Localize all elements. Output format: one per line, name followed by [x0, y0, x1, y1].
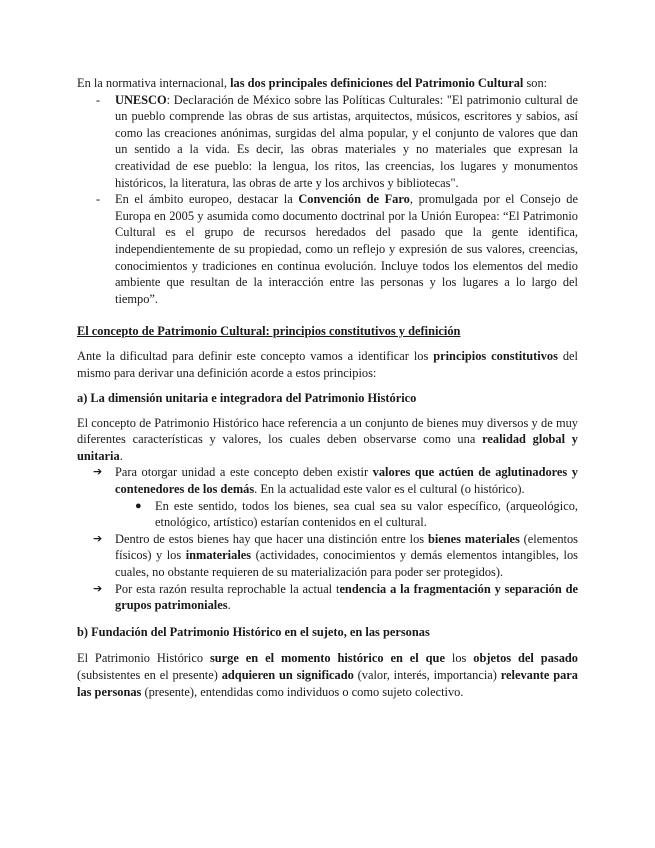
list-item-bold: endencia a la fragmentación y separación de grupos patrimoniales [115, 581, 578, 613]
subsection-b-bold: adquieren un significado [221, 668, 354, 682]
dash-bullet-icon: - [96, 192, 101, 207]
list-item-text-mid: (elementos físicos) y los [115, 531, 578, 563]
subsection-a-text: El concepto de Patrimonio Histórico hace referencia a un conjunto de bienes muy diversos y de muy diferentes características y valores, los cuales deben observarse como una [77, 415, 578, 447]
document-body [77, 75, 578, 700]
section-intro-text-end: del mismo para derivar una definición acorde a estos principios: [77, 348, 578, 380]
arrow-bullet-icon: ➔ [93, 581, 103, 595]
subsection-b-bold: objetos del pasado [473, 651, 578, 666]
list-item-bold: bienes materiales [427, 531, 520, 546]
arrow-bullet-icon: ➔ [93, 531, 103, 545]
list-item-bold: valores que actúen de aglutinadores y contenedores de los demás [115, 465, 578, 497]
intro-text-end: son: [523, 76, 548, 90]
list-item-bold-2: inmateriales [185, 548, 252, 563]
subsection-b-text: (valor, interés, importancia) [353, 668, 501, 682]
list-item-text-end: (actividades, conocimientos y demás elementos intangibles, los cuales, no obstante requieren de su materialización para poder ser protegidos). [115, 548, 578, 580]
list-item-text: Dentro de estos bienes hay que hacer una distinción entre los [115, 531, 428, 546]
intro-paragraph [77, 75, 578, 92]
definition-unesco-text: : Declaración de México sobre las Políticas Culturales: "El patrimonio cultural de un pueblo comprende las obras de sus artistas, arquitectos, músicos, escritores y sabios, así como las creaciones anónimas, surgidas del alma popular, y el conjunto de valores que dan un sentido a la vida. Es decir, las obras materiales y no materiales que expresan la creatividad de ese pueblo: la lengua, los ritos, las creencias, los lugares y monumentos históricos, la literatura, las obras de arte y los archivos y bibliotecas". [115, 92, 578, 190]
dash-bullet-icon: - [96, 92, 101, 107]
section-intro-text: Ante la dificultad para definir este concepto vamos a identificar los [77, 348, 434, 363]
definition-unesco [77, 92, 578, 192]
subsection-a-heading: a) La dimensión unitaria e integradora del Patrimonio Histórico [77, 391, 417, 406]
list-item [77, 531, 578, 581]
subsection-a-text-end: . [119, 448, 123, 463]
subsection-b-text: (subsistentes en el presente) [77, 668, 222, 682]
intro-bold: las dos principales definiciones del Patrimonio Cultural [230, 76, 524, 90]
subsection-b-text: El Patrimonio Histórico [77, 651, 210, 666]
subsection-b-heading: b) Fundación del Patrimonio Histórico en el sujeto, en las personas [77, 624, 430, 639]
definition-faro-title: Convención de Faro [298, 192, 410, 207]
intro-text: En la normativa internacional, [77, 76, 231, 90]
list-item [77, 581, 578, 614]
list-item-text: Para otorgar unidad a este concepto deben existir [115, 465, 373, 480]
list-item-text: Por esta razón resulta reprochable la actual t [115, 581, 340, 596]
section-intro [77, 348, 578, 381]
definition-unesco-title: UNESCO [115, 92, 167, 107]
section-intro-bold: principios constitutivos [433, 348, 558, 363]
subsection-b-text: los [444, 651, 474, 666]
subsection-b-bold: surge en el momento histórico en el que [209, 651, 445, 666]
sub-list-item [77, 498, 578, 531]
dot-bullet-icon: ● [135, 499, 142, 512]
arrow-bullet-icon: ➔ [93, 465, 103, 479]
subsection-a-bold: realidad global y unitaria [77, 432, 579, 463]
subsection-b-text: (presente), entendidas como individuos o como sujeto colectivo. [141, 684, 464, 699]
sub-list-item-text: En este sentido, todos los bienes, sea cual sea su valor específico, (arqueológico, etnológico, artístico) estarían contenidos en el cultural. [155, 498, 578, 530]
subsection-b-paragraph [77, 650, 578, 700]
definition-faro-text: , promulgada por el Consejo de Europa en 2005 y asumida como documento doctrinal por la Unión Europea: “El Patrimonio Cultural es el grupo de recursos heredados del pasado que la gente identifica, independientemente de su propiedad, como un reflejo y expresión de sus valores, creencias, conocimientos y tradiciones en continua evolución. Incluye todos los elementos del medio ambiente que resultan de la interacción entre las personas y los lugares a lo largo del tiempo”. [115, 192, 578, 306]
list-item-text-end: . [227, 598, 231, 613]
subsection-a-paragraph [77, 415, 578, 465]
list-item-text-end: . En la actualidad este valor es el cultural (o histórico). [254, 482, 525, 497]
definition-faro [77, 191, 578, 307]
subsection-b-bold: relevante para las personas [77, 668, 578, 699]
list-item [77, 464, 578, 497]
section-title: El concepto de Patrimonio Cultural: principios constitutivos y definición [77, 324, 461, 339]
definition-faro-pre: En el ámbito europeo, destacar la [115, 192, 299, 207]
